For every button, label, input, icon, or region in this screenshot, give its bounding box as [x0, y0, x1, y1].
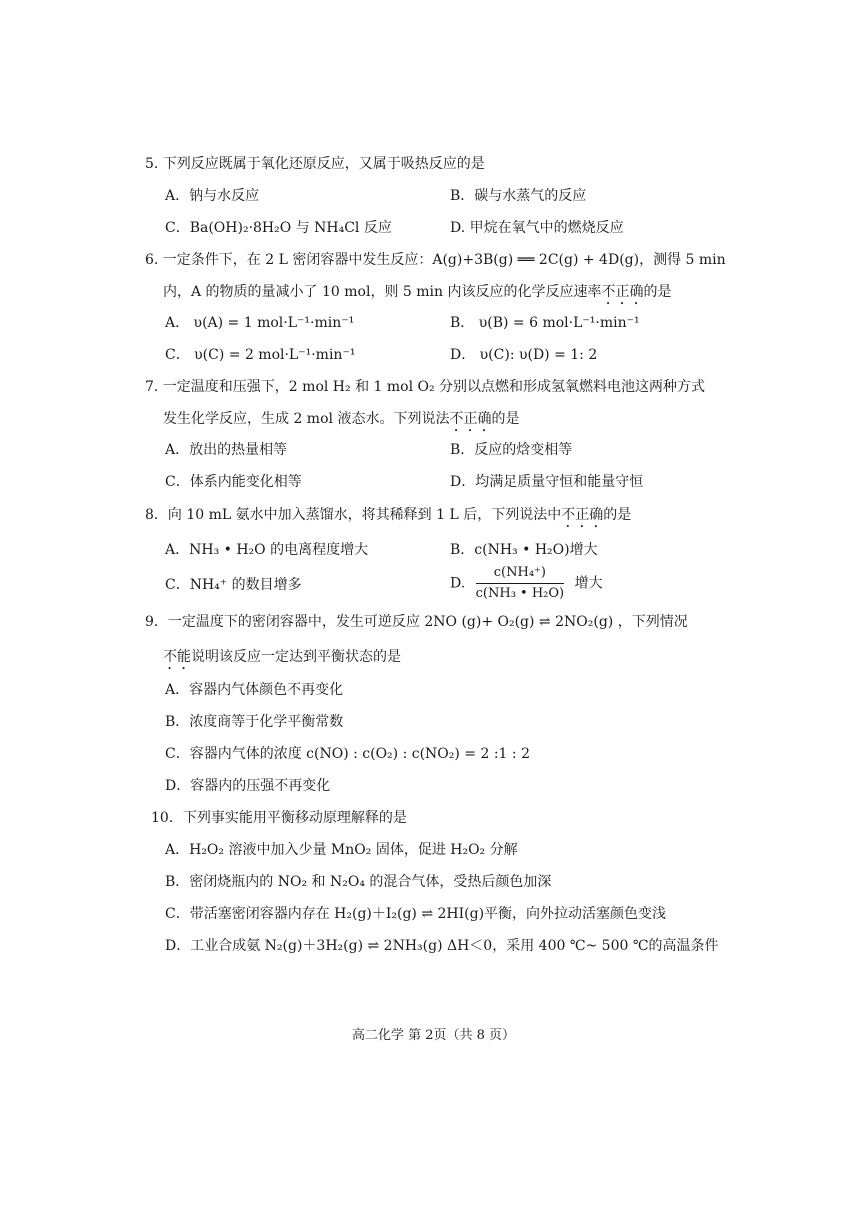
question-5-option-b: B．碳与水蒸气的反应: [450, 188, 587, 204]
question-8-option-d: [450, 565, 603, 602]
question-8-option-c: C．NH₄⁺ 的数目增多: [165, 577, 302, 593]
question-9-stem-line1: 9．一定温度下的密闭容器中，发生可逆反应 2NO (g)+ O₂(g) ⇌ 2NO₂(g) ，下列情况: [145, 614, 688, 630]
question-7-option-b: B．反应的焓变相等: [450, 442, 573, 458]
question-5-option-c: C．Ba(OH)₂·8H₂O 与 NH₄Cl 反应: [165, 220, 392, 236]
question-10-option-a: A．H₂O₂ 溶液中加入少量 MnO₂ 固体，促进 H₂O₂ 分解: [165, 842, 518, 858]
question-7-option-d: D．均满足质量守恒和能量守恒: [450, 474, 644, 490]
question-8-stem-tail: 的是: [603, 507, 632, 523]
question-8-stem-text: 8．向 10 mL 氨水中加入蒸馏水，将其稀释到 1 L 后，下列说法中: [145, 507, 562, 523]
question-7-stem-text: 发生化学反应，生成 2 mol 液态水。下列说法: [163, 411, 450, 427]
question-10-option-b: B．密闭烧瓶内的 NO₂ 和 N₂O₄ 的混合气体，受热后颜色加深: [165, 874, 552, 890]
question-6-option-a: A． υ(A) = 1 mol·L⁻¹·min⁻¹: [165, 315, 355, 331]
question-9-option-c: C．容器内气体的浓度 c(NO) : c(O₂) : c(NO₂) = 2 :1 : 2: [165, 746, 530, 762]
question-8-fraction: [476, 565, 565, 602]
question-8-emphasis: 不正确: [561, 507, 604, 523]
question-5-option-a: A．钠与水反应: [165, 188, 260, 204]
question-7-stem-line2: [163, 409, 519, 435]
question-9-emphasis: 不能: [163, 649, 191, 665]
question-6-stem-line1: 6. 一定条件下，在 2 L 密闭容器中发生反应：A(g)+3B(g) ══ 2C(g) + 4D(g)，测得 5 min: [145, 252, 726, 268]
question-9-stem-tail: 说明该反应一定达到平衡状态的是: [191, 649, 401, 665]
question-9-stem-line2: [163, 647, 401, 673]
question-7-option-c: C．体系内能变化相等: [165, 474, 302, 490]
question-6-option-b: B． υ(B) = 6 mol·L⁻¹·min⁻¹: [450, 315, 640, 331]
question-6-stem-text: 内，A 的物质的量减小了 10 mol，则 5 min 内该反应的化学反应速率: [163, 284, 602, 300]
question-6-stem-line2: [163, 282, 671, 308]
question-8-option-a: A．NH₃ • H₂O 的电离程度增大: [165, 542, 369, 558]
question-6-option-d: D． υ(C): υ(D) = 1: 2: [450, 347, 598, 363]
question-9-option-a: A．容器内气体颜色不再变化: [165, 682, 344, 698]
question-9-option-b: B．浓度商等于化学平衡常数: [165, 714, 344, 730]
question-8-stem: [145, 505, 631, 531]
page-footer: 高二化学 第 2页（共 8 页）: [351, 1028, 516, 1043]
question-7-stem-tail: 的是: [491, 411, 520, 427]
fraction-numerator: c(NH₄⁺): [476, 565, 565, 584]
question-9-option-d: D．容器内的压强不再变化: [165, 778, 331, 794]
question-10-stem: 10．下列事实能用平衡移动原理解释的是: [151, 810, 407, 826]
question-7-emphasis: 不正确: [449, 411, 492, 427]
question-8-option-d-label: D.: [450, 575, 466, 592]
question-5-option-d: D. 甲烷在氧气中的燃烧反应: [450, 220, 624, 236]
question-10-option-c: C．带活塞密闭容器内存在 H₂(g)＋I₂(g) ⇌ 2HI(g)平衡，向外拉动活塞颜色变浅: [165, 906, 667, 922]
question-5-stem: 5. 下列反应既属于氧化还原反应，又属于吸热反应的是: [145, 156, 485, 172]
question-10-option-d: D．工业合成氨 N₂(g)＋3H₂(g) ⇌ 2NH₃(g) ΔH＜0，采用 400 ℃~ 500 ℃的高温条件: [165, 938, 719, 954]
question-6-option-c: C． υ(C) = 2 mol·L⁻¹·min⁻¹: [165, 347, 356, 363]
question-7-stem-line1: 7. 一定温度和压强下，2 mol H₂ 和 1 mol O₂ 分别以点燃和形成氢氧燃料电池这两种方式: [145, 379, 706, 395]
question-8-option-d-tail: 增大: [574, 575, 603, 592]
fraction-denominator: c(NH₃ • H₂O): [475, 586, 565, 601]
question-7-option-a: A．放出的热量相等: [165, 442, 288, 458]
question-6-emphasis: 不正确: [601, 284, 644, 300]
question-6-stem-tail: 的是: [643, 284, 672, 300]
question-8-option-b: B．c(NH₃ • H₂O)增大: [450, 542, 598, 558]
